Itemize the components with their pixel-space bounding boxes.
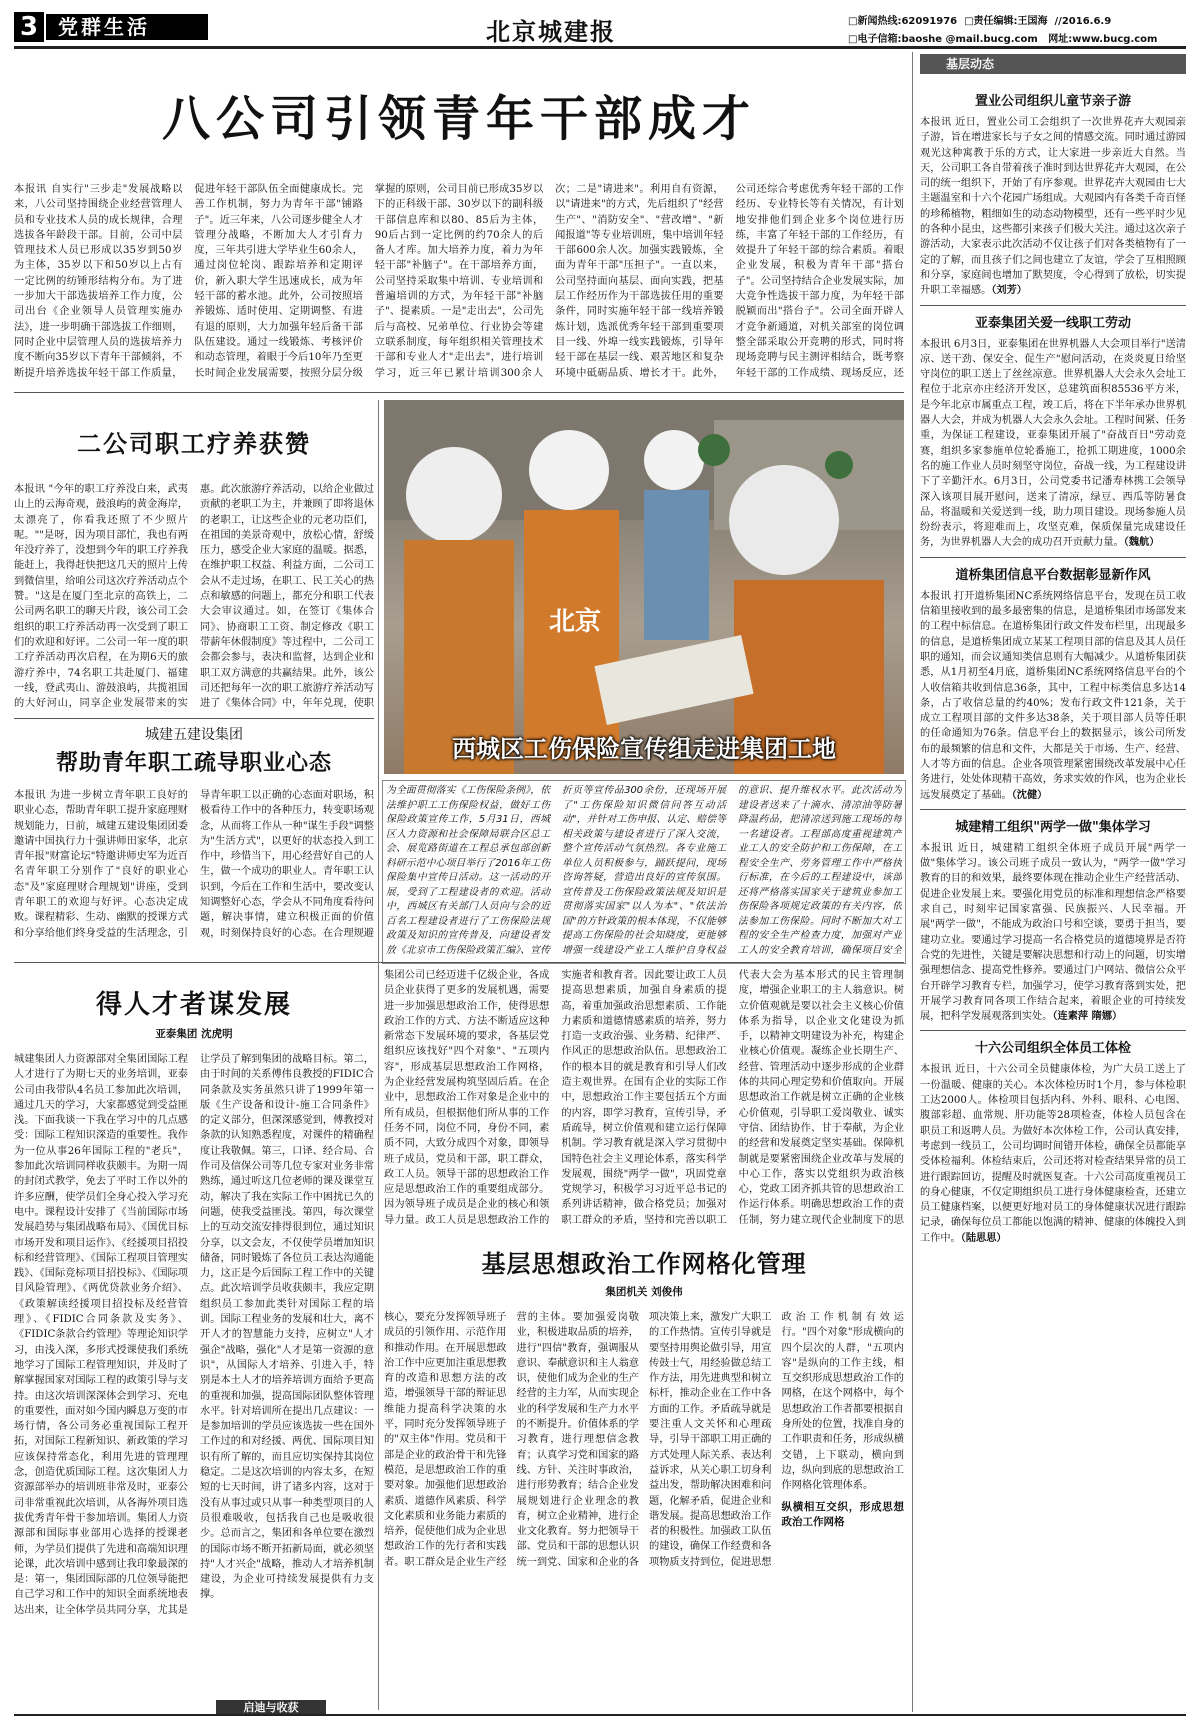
responsible-editor: □责任编辑:王国海 <box>964 16 1048 27</box>
sidebar-item-4 <box>920 816 1186 1025</box>
article3-kicker: 城建五建设集团 <box>145 727 243 743</box>
sidebar-item-title: 置业公司组织儿童节亲子游 <box>974 94 1131 109</box>
section-banner <box>46 14 208 40</box>
sidebar-item-author: （连素萍 隋娜） <box>1052 1010 1123 1023</box>
sidebar-item-5 <box>920 1037 1186 1246</box>
email-address: □电子信箱:baoshe @mail.bucg.com <box>848 34 1038 45</box>
middle-divider <box>14 962 904 963</box>
lead-divider <box>14 392 904 393</box>
website: 网址:www.bucg.com <box>1048 34 1158 45</box>
article3-text: 本报讯 为进一步树立青年职工良好的职业心态，帮助青年职工提升家庭理财规划能力，日前，城建五建设集团团委邀请中国执行力十强讲师田家华，北京青年报"财富论坛"特邀讲师史军为近百名青年职工分别作了"良好的职业心态"及"家庭理财合理规划"讲座，受到青年职工的欢迎与好评。心态决定成败。课程精彩、生动、幽默的授课方式和分享给他们终身受益的生活理念，引导青年职工以正确的心态面对职场，积极看待工作中的各种压力，转变职场观念，从而将工作从一种"谋生手段"调整为"生活方式"，以更好的状态投入到工作中，珍惜当下，用心经营好自己的人生，做一个成功的职业人。青年职工认识到，今后在工作和生活中，要改变认知调整好心态，学会从不同角度看待问题，解决事情，建立积极正面的价值观，时刻保持良好的心态。在合理规避 <box>14 790 374 939</box>
article6-title: 基层思想政治工作网格化管理 <box>481 1250 807 1278</box>
article4-footer-tag: 启迪与收获 <box>216 1700 326 1716</box>
sidebar-item-author: （魏航） <box>1123 536 1160 549</box>
article2-title: 二公司职工疗养获赞 <box>77 430 311 458</box>
sidebar-item-body <box>920 115 1186 299</box>
article2-text: 本报讯 "今年的职工疗养没白来，武夷山上的云海奇观，鼓浪屿的黄金海岸，太漂亮了，你看我还照了不少照片呢。""是呀，因为项目部忙，我也有两年没疗养了，没想到今年的职工疗养我能赶上，我得赶快把这几天的照片上传到微信里，给咱公司这次疗养活动点个赞。"这是在厦门至北京的高铁上，二公司两名职工的聊天片段，该公司工会组织的职工疗养活动再一次受到了职工们的欢迎和好评。二公司一年一度的职工疗养活动再次启程，在为期6天的旅游疗养中，74名职工共赴厦门、福建一线，登武夷山、游鼓浪屿，共揽祖国的大好河山，同享企业发展带来的实惠。此次旅游疗养活动，以给企业做过贡献的老职工为主，并兼顾了即将退休的老职工，让这些企业的元老功臣们，在祖国的美景奇观中，放松心情，舒缓压力，感受企业大家庭的温暖。据悉，在维护职工权益、利益方面，二公司工会从不走过场，在职工、民工关心的热点和敏感的问题上，都充分和职工代表大会审议通过。如，在签订《集体合同》、协商职工工资、制定修改《职工带薪年休假制度》等过程中，二公司工会都会参与，表决和监督，达到企业和职工双方满意的共赢结果。此外，该公司还把每年一次的职工旅游疗养活动写进了《集体合同》中，年年兑现，使职 <box>14 484 374 710</box>
sidebar-item-body <box>920 841 1186 1025</box>
sidebar-item-body <box>920 589 1186 803</box>
sidebar-header <box>920 54 1186 74</box>
section-title: 党群生活 <box>58 15 150 39</box>
sidebar-item-author: （刘芳） <box>991 284 1027 297</box>
article4-body <box>14 1052 374 1697</box>
photo-article-box <box>382 780 906 964</box>
sidebar-item-title: 道桥集团信息平台数据彰显新作风 <box>955 567 1151 583</box>
lead-title: 八公司引领青年干部成才 <box>161 91 756 147</box>
sidebar-item-author: （陆思思） <box>960 1231 1007 1244</box>
sidebar-item-text: 本报讯 打开道桥集团NC系统网络信息平台，发现在员工收信箱里接收到的最多最密集的信息，是道桥集团市场部发来的工程中标信息。在道桥集团行政文件发布栏里，出现最多的信息，是道桥集团成立某某工程项目部的信息及其人员任职的通知，而会议通知类信息则有大幅减少。从道桥集团获悉，从1月初至4月底，道桥集团NC系统网络信息平台的个人收信箱共收到信息36条，其中，工程中标类信息多达14条，占了收信总量的约40%；发布行政文件121条，关于成立工程项目部的文件多达38条，关于项目部人员等任职的任命通知为76条。信息平台上的数据显示，该公司所发布的最频繁的信息和文件，大都是关于市场、生产、经营、人才等方面的信息。企业各项管理紧密围绕改革发展中心任务进行，处处体现精干高效，务求实效的作风，也为企业长远发展奠定了基础。 <box>920 590 1186 801</box>
sidebar-item-3 <box>920 564 1186 803</box>
helmet-left <box>406 447 502 543</box>
sidebar-item-body <box>920 337 1186 551</box>
masthead-info <box>848 13 1188 49</box>
article5-text: 集团公司已经迈进千亿级企业，各成员企业获得了更多的发展机遇，需要进一步加强思想政治工作，使得思想政治工作的方式、方法不断适应这种新常态下发展环境的要求，各基层党组织应该找好"四个对象"、"五项内容"，形成基层思想政治工作网格，为企业经营发展构筑坚固后盾。在企业中，思想政治工作对象是企业中的所有成员，但根据他们所从事的工作任务不同，岗位不同，身份不同，素质不同，大致分成四个对象，即领导班子成员，党员和干部，职工群众，政工人员。领导干部的思想政治工作应是思想政治工作的重要组成部分。因为领导班子成员是企业的核心和领导力量。政工人员是思想政治工作的实施者和教育者。因此要让政工人员提高思想素质，加强自身素质的提高，着重加强政治思想素质、工作能力素质和道德情感素质的培养，努力打造一支政治强、业务精、纪律严、作风正的思想政治队伍。思想政治工作的根本目的就是教育和引导人们改造主观世界。在国有企业的实际工作中，思想政治工作主要包括五个方面的内容，即学习教育，宣传引导，矛盾疏导，树立价值观和建立运行保障机制。学习教育就是深入学习贯彻中国特色社会主义理论体系，落实科学发展观，围绕"两学一做"，巩固党章党规学习，积极学习习近平总书记的系列讲话精神，做合格党员；加强对职工群众的矛盾，坚持和完善以职工代表大会为基本形式的民主管理制度，增强企业职工的主人翁意识。树立价值观就是要以社会主义核心价值体系为指导，以企业文化建设为抓手，以精神文明建设为补充，构建企业核心价值观。凝练企业长期生产、经营、管理活动中逐步形成的企业群体的共同心理定势和价值取向。开展思想政治工作就是树立正确的企业核心价值观，引导职工爱岗敬业、诚实守信、团结协作、甘于奉献，为企业的经营和发展奠定坚实基础。保障机制就是要紧密围绕企业改革与发展的中心工作，落实以党组织为政治核心，党政工团齐抓共管的思想政治工作运行体系。明确思想政治工作的责任制，努力建立现代企业制度下的思 <box>384 970 904 1226</box>
sidebar-item-body <box>920 1062 1186 1246</box>
article3-title: 帮助青年职工疏导职业心态 <box>55 751 332 776</box>
helmet-right <box>729 465 839 575</box>
page-number-box <box>14 12 44 42</box>
worksite-photo <box>384 400 904 774</box>
photo-caption: 西城区工伤保险宣传组走进集团工地 <box>452 735 836 763</box>
article5-body <box>384 968 904 1238</box>
news-hotline: □新闻热线:62091976 <box>848 16 958 27</box>
article4-byline: 亚泰集团 沈虎明 <box>155 1028 233 1040</box>
lead-body <box>14 182 904 382</box>
helmet-center <box>529 430 609 510</box>
sidebar-item-text: 本报讯 6月3日，亚泰集团在世界机器人大会项目举行"送清凉、送干劲、保安全、促生产"慰问活动，在炎炎夏日给坚守岗位的职工送上了丝丝凉意。世界机器人大会永久会址工程位于北京亦庄经济开发区，总建筑面积85536平方米，是今年北京市属重点工程，竣工后，将在下半年承办世界机器人大会，并成为机器人大会永久会址。工程时间紧、任务重，为保证工程建设，亚泰集团开展了"奋战百日"劳动竞赛，组织多家参施单位轮番施工，抢抓工期进度，1000余名的施工作业人员时刻坚守岗位，奋战一线，为工程建设讲下了辛勤汗水。6月3日，公司党委书记潘寿林携工会领导深入该项目展开慰问，送来了清凉，绿豆、西瓜等防暑食品，将温暖和关爱送到一线，助力项目建设。现场参施人员纷纷表示，将迎难而上，攻坚克难，保质保量完成建设任务，为世界机器人大会的成功召开贡献力量。 <box>920 338 1186 549</box>
paper-name: 北京城建报 <box>486 17 616 46</box>
article6-subhead-1: 纵横相互交织，形成思想政治工作网格 <box>781 1500 904 1528</box>
lead-text: 本报讯 自实行"三步走"发展战略以来，八公司坚持围绕企业经营管理人员和专业技术人员的成长规律，合理选拔各年龄段干部。目前，公司中层管理技术人员已形成以35岁到50岁为主体，35岁以下和50岁以上占有一定比例的纺锤形结构分布。为了进一步加大干部选拔培养工作力度，公司出台《企业领导人员管理实施办法》，进一步明确干部选拔工作细则，同时企业中层管理人员的选拔培养力度不断向35岁以下青年干部倾斜，不断提升培养选拔年轻干部工作质量，促进年轻干部队伍全面健康成长。完善工作机制，努力为青年干部"铺路子"。近三年来，八公司逐步健全人才管理分战略，不断加大人才引育力度，三年共引进大学毕业生60余人，通过岗位轮岗、跟踪培养和定期评价，新入职大学生迅速成长，成为年轻干部的蓄水池。此外，公司按照培养锻炼、适时使用、定期调整、有进有退的原则，大力加强年轻后备干部队伍建设。通过一线锻炼、考核评价和动态管理，着眼于今后10年乃至更长时间企业发展需要，按照分层分级掌握的原则，公司目前已形成35岁以下的正科级干部、30岁以下的副科级干部信息库和以80、85后为主体，90后占到一定比例的约70余人的后备人才库。加大培养力度，着力为年轻干部"补脑子"。在干部培养方面，公司坚持采取集中培训、专业培训和普遍培训的方式，为年轻干部"补脑子"、提素质。一是"走出去"，公司先后与高校、兄弟单位、行业协会等建立联系制度，每年组织相关管理技术干部和专业人才"走出去"，进行培训学习，近三年已累计培训300余人次；二是"请进来"。利用自有资源，以"请进来"的方式，先后组织了"经营生产"、"消防安全"、"营改增"、"新闻报道"等专业培训班，集中培训年轻干部600余人次。加强实践锻炼，全面为青年干部"压担子"。一直以来，公司坚持面向基层、面向实践，把基层工作经历作为干部选拔任用的重要条件，同时实施年轻干部一线培养锻炼计划，选派优秀年轻干部到重要项目一线、外埠一线实践锻炼，引导年轻干部在基层一线、艰苦地区和复杂环境中砥砺品质、增长才干。此外，公司还综合考虑优秀年轻干部的工作经历、专业特长等有关情况，有计划地安排他们到企业多个岗位进行历练，丰富了年轻干部的工作经历，有效提升了年轻干部的综合素质。着眼企业发展，积极为青年干部"搭台子"。公司坚持结合企业发展实际，加大竞争性选拔干部力度，为年轻干部脱颖而出"搭台子"。公司全面开辟人才竞争新通道，对机关部室的岗位调整全部采取公开竞聘的形式，同时将现场竞聘与民主测评相结合，既考察年轻干部的工作成绩、现场反应，还 <box>14 184 904 379</box>
sidebar <box>920 84 1186 1710</box>
col-divider-right <box>912 52 913 1712</box>
photo-frame <box>384 400 904 774</box>
issue-date: //2016.6.9 <box>1054 16 1112 27</box>
page-number: 3 <box>19 12 39 42</box>
sidebar-item-text: 本报讯 近日，城建精工组织全体班子成员开展"两学一做"集体学习。该公司班子成员一致认为，"两学一做"学习教育的目的和效果，最终要体现在推动企业生产经营活动、促进企业发展上来。要强化用党员的标准和理想信念严格要求自己，时刻牢记国家富强、民族振兴、人民幸福。开展"两学一做"，不能成为政治口号和空谈，要勇于担当，要建功立业。要通过学习提高一名合格党员的道德境界是否符合党的先进性，关键是要解决思想和行动上的问题，切实增强理想信念、提高党性修养。要通过门户网站、微信公众平台开辟学习教育专栏，加强学习，使学习教育落到实处，把开展学习教育同各项工作结合起来，着眼企业的可持续发展，把科学发展观落到实处。 <box>920 842 1186 1023</box>
article4-text: 城建集团人力资源部对全集团国际工程人才进行了为期七天的业务培训，亚泰公司由我带队4名员工参加此次培训，通过几天的学习，大家都感觉到受益匪浅。下面我谈一下我在学习中的几点感受：国际工程知识深造的重要性。我作为一位从事26年国际工程的"老兵"，参加此次培训同样收获颇丰。为期一周的封闭式教学，免去了平时工作以外的许多应酬，使学员们全身心投入学习充电中。课程设计安排了《当前国际市场发展趋势与集团战略布局》、《国优目标市场开发和项目运作》、《经援项目招投标和经营管理》、《国际工程项目管理实践》、《国际竞标项目招投标》、《国际项目风险管理》、《两优贷款业务介绍》、《政策解读经援项目招投标及经营管理》、《FIDIC合同条款及实务》、《FIDIC条款合约管理》等理论知识学习，由浅入深，多形式授课使我们系统地学习了国际工程管理知识，并及时了解掌握国家对国际工程的政策引导与支持。由这次培训深深体会到学习、充电的重要性，面对如今国内瞬息万变的市场行情，各公司务必重视国际工程开拓，对国际工程新知识、新政策的学习应该保持常态化，利用先进的管理理念，创造优质国际工程。这次集团人力资源部举办的培训班非常及时，亚泰公司非常重视此次培训，从各海外项目选拔优秀青年骨干参加培训。集团人力资源部和国际事业部用心选择的授课老师，为学员们提供了先进和高端知识理论课，此次培训中感到让我印象最深的是：第一，集团国际部的几位领导能把自己学习和工作中的知识全面系统地表达出来，让全体学员共同分享，尤其是让学员了解到集团的战略目标。第二，由于时间的关系傅伟良教授的FIDIC合同条款及实务虽然只讲了1999年第一版《生产设备和设计-施工合同条件》的定义部分，但深深感觉到，傅教授对条款的认知熟悉程度，对课件的精确程度让我敬佩。第三，口译、经合局、合作司及信保公司等几位专家对业务非常熟练，通过听这几位老师的课及课堂互动，解决了我在实际工作中困扰已久的问题，使我受益匪浅。第四，每次课堂上的互动交流安排得很到位，通过知识分享，以文会友，不仅使学员增加知识储备，同时锻炼了各位员工表达沟通能力，这正是今后国际工程工作中的关键点。此次培训学员收获颇丰，我应定期组织员工参加此类针对国际工程的培训。国际工程业务的发展和壮大，离不开人才的智慧能力支持，应树立"人才强企"战略，强化"人才是第一资源的意识"，从国际人才培养、引进入手，特别是本土人才的培养培训方面给予更高的重视和加强，提高国际团队整体管理水平。针对培训所在提出几点建议：一是参加培训的学员应该选拔一些在国外工作过的和对经援、两优、国际项目知识有所了解的，而且应切实保持其岗位稳定。二是这次培训的内容太多，在短短的七天时间，讲了诸多内容，这对于没有从事过或只从事一种类型项目的人员很难吸收，包括我自己也是吸收很少。总而言之，集团和各单位要在激烈的国际市场不断开拓新局面，就必须坚持"人才兴企"战略，推动人才培养机制建设，为企业可持续发展提供有力支撑。 <box>14 1054 374 1616</box>
sidebar-item-title: 亚泰集团关爱一线职工劳动 <box>974 315 1131 331</box>
article4-title: 得人才者谋发展 <box>95 990 292 1020</box>
sidebar-item-text: 本报讯 近日，十六公司全员健康体检，为广大员工送上了一份温暖、健康的关心。本次体检历时1个月，参与体检职工达2000人。体检项目包括内科、外科、眼科、心电图、腹部彩超、血常规、肝功能等28项检查，体检人员包含在职员工和返聘人员。为做好本次体检工作，公司认真安排，考虑到一线员工，公司均调时间错开体检，确保全员都能享受体检福利。体检结束后，公司还将对检查结果异常的员工进行跟踪回访，提醒及时就医复查。十六公司高度重视员工的身心健康，不仅定期组织员工进行身体健康检查，还建立员工健康档案，以便更好地对员工的身体健康状况进行跟踪记录，确保每位员工都能以饱满的精神、健康的体魄投入到工作中。 <box>920 1064 1186 1244</box>
article2-body <box>14 482 374 712</box>
sidebar-item-2 <box>920 312 1186 551</box>
article6-byline: 集团机关 刘俊伟 <box>605 1286 683 1298</box>
sidebar-item-title: 十六公司组织全体员工体检 <box>974 1041 1131 1057</box>
col-divider-left <box>378 400 379 1710</box>
sidebar-item-title: 城建精工组织"两学一做"集体学习 <box>955 819 1151 835</box>
article2-divider <box>14 718 374 719</box>
masthead-rule <box>14 46 1186 49</box>
article3-body <box>14 788 374 948</box>
sidebar-item-author: （沈健） <box>1011 788 1048 801</box>
helmet-text: 北京 <box>549 607 602 637</box>
sidebar-item-text: 本报讯 近日，置业公司工会组织了一次世界花卉大观园亲子游，旨在增进家长与子女之间的情感交流。同时通过游园观光这种寓教于乐的方式，让大家进一步亲近大自然。当天，公司职工各自带着孩子准时到达世界花卉大观园，在公司的统一组织下，开始了有序参观。世界花卉大观园由七大主题温室和十六个花园广场组成。大观园内有各类千奇百怪的珍稀植物，粗细如生的动态动物模型，还有一些平时少见的各种小昆虫，这些都引来孩子们极大关注。通过这次亲子游活动，大家表示此次活动不仅让孩子们对各类植物有了一定的了解，而且孩子们之间也建立了友谊，学会了互相照顾和分享，家庭间也增加了默契度，令心得到了放松，切实提升职工幸福感。 <box>920 117 1186 297</box>
article6-text: 核心，要充分发挥领导班子成员的引领作用、示范作用和推动作用。在开展思想政治工作中应更加注重思想教育的改造和思想方法的改造，增强领导干部的辩证思维能力提高科学决策的水平，同时充分发挥领导班子的"双主体"作用。党员和干部是企业的政治骨干和先锋模范，是思想政治工作的重要对象。加强他们思想政治素质、道德作风素质、科学文化素质和业务能力素质的培养，促使他们成为企业思想政治工作的先行者和实践者。职工群众是企业生产经营的主体。要加强爱岗敬业，积极进取品质的培养，进行"四信"教育，强调服从意识、奉献意识和主人翁意识，使他们成为企业的生产经营的主力军，从而实现企业的科学发展和生产力水平的不断提升。价值体系的学习教育，进行理想信念教育；认真学习党和国家的路线、方针、关注时事政治，进行形势教育；结合企业发展规划进行企业理念的教育，树立企业精神，进行企业文化教育。努力把领导干部、党员和干部的思想认识统一到党、国家和企业的各项决策上来，激发广大职工的工作热情。宣传引导就是要坚持用舆论做引导，用宣传鼓士气，用经验做总结工作方法，用先进典型和树立标杆，推动企业在工作中各方面的工作。矛盾疏导就是要注重人文关怀和心理疏导，引导干部职工用正确的方式处理人际关系、表达利益诉求，从关心职工切身利益出发，帮助解决困难和问题，化解矛盾，促进企业和谐发展。提高思想政治工作者的积极性。加强政工队伍的建设，确保工作经费和各项物质支持到位，促进思想政治工作机制有效运行。"四个对象"形成横向的四个层次的人群，"五项内容"是纵向的工作主线，相互交织形成思想政治工作的网格，在这个网格中，每个思想政治工作者都要根据自身所处的位置，找准自身的工作职责和任务，形成纵横交错，上下联动，横向到边，纵向到底的思想政治工作网格化管理体系。 <box>384 1312 904 1568</box>
photo-article-text: 为全面贯彻落实《工伤保险条例》，依法维护职工工伤保险权益，做好工伤保险政策宣传工作，5月31日，西城区人力资源和社会保障局联合区总工会、展览路街道在工程总承包部创新科研示范中心项目举行了2016年工伤保险集中宣传日活动。这一活动的开展，受到了工程建设者的欢迎。活动中，西城区有关部门人员向与会的近百名工程建设者进行了工伤保险法规政策及知识的宣传普及，向建设者发放《北京市工伤保险政策汇编》、宣传折页等宣传品300余份，还现场开展了"工伤保险知识微信问答互动活动"，并针对工伤申报、认定、赔偿等相关政策与建设者进行了深入交流，整个宣传活动气氛热烈。各专业施工单位人员积极参与，踊跃提问，现场咨询答疑，营造出良好的宣传氛围。宣传普及工伤保险政策法规及知识是贯彻落实国家"以人为本"、"依法治国"的方针政策的根本体现，不仅能够提高工伤保险的社会知晓度，更能够增强一线建设产业工人维护自身权益的意识、提升维权水平。此次活动为建设者送来了十滴水、清凉油等防暑降温药品，把清凉送到施工现场的每一名建设者。工程部高度重视建筑产业工人的安全防护和工伤保障，在工程安全生产、劳务管理工作中严格执行标准，在今后的工程建设中，该部还将严格落实国家关于建筑业参加工伤保险各项规定政策的有关内容，依法参加工伤保险。同时不断加大对工程的安全生产检查力度，加强对产业工人的安全教育培训，确保项目安全 <box>386 785 902 956</box>
article6-body <box>384 1310 904 1710</box>
bottom-rule <box>14 1714 1186 1716</box>
sidebar-item-1 <box>920 90 1186 299</box>
sidebar-header-label: 基层动态 <box>946 57 995 71</box>
